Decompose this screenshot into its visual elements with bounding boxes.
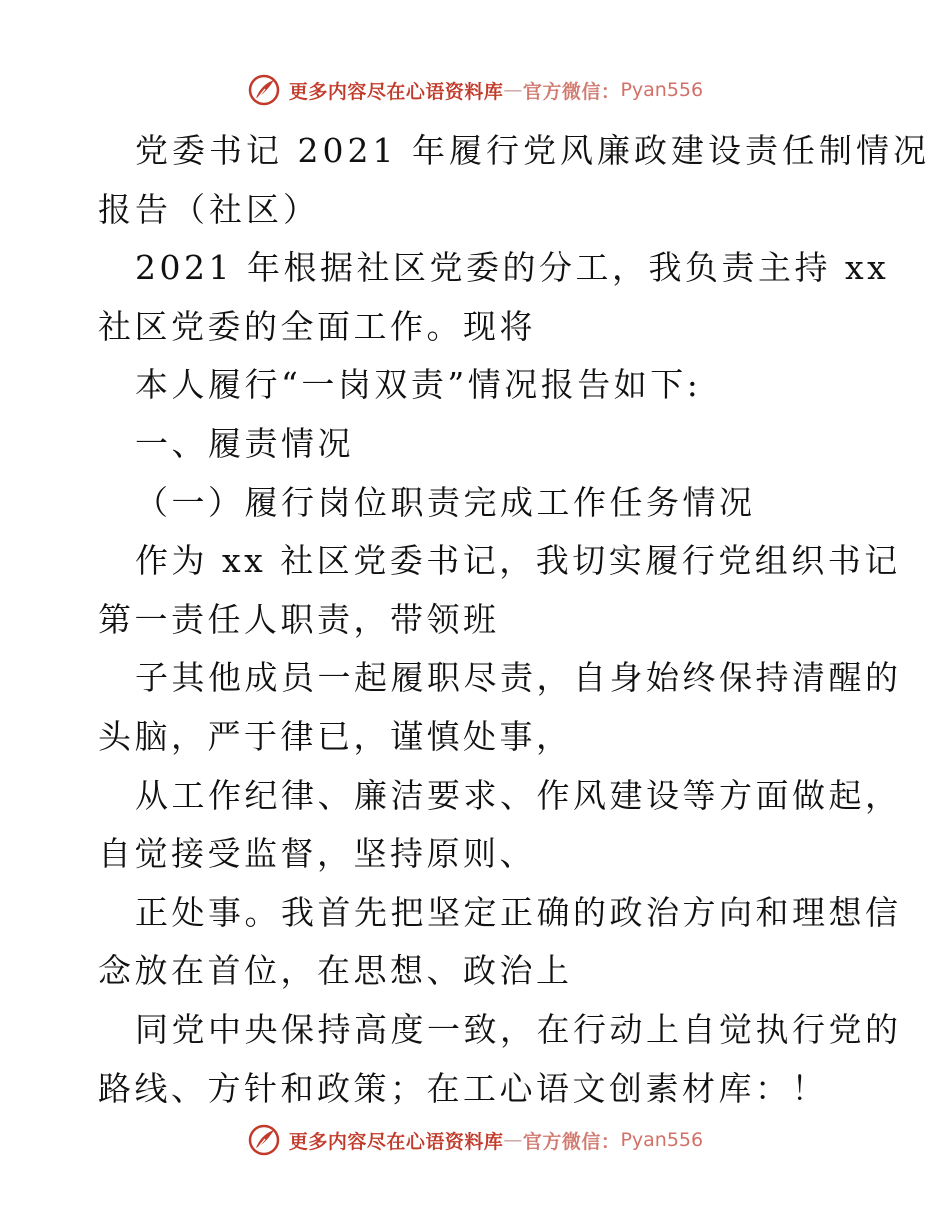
footer-watermark: [0, 1118, 950, 1162]
text-line: 正处事。我首先把坚定正确的政治方向和理想信: [135, 892, 902, 932]
text-line: 2021 年根据社区党委的分工，我负责主持 xx: [135, 248, 890, 288]
text-line: 从工作纪律、廉洁要求、作风建设等方面做起，: [135, 775, 902, 815]
text-line: 一、履责情况: [135, 423, 354, 463]
text-line: （一）履行岗位职责完成工作任务情况: [135, 482, 756, 522]
text-line: 自觉接受监督，坚持原则、: [98, 834, 536, 874]
document-title-line-2: 报告（社区）: [98, 189, 320, 229]
watermark-text: 更多内容尽在心语资料库 — 官方微信： Pyan556: [288, 79, 704, 103]
header-watermark: [0, 68, 950, 112]
paragraph-lines: [98, 239, 902, 1118]
text-line: 念放在首位，在思想、政治上: [98, 951, 573, 991]
feather-quill-logo-icon: [247, 1123, 281, 1157]
text-line: 同党中央保持高度一致，在行动上自觉执行党的: [135, 1009, 902, 1049]
document-title-line-1: 党委书记 2021 年履行党风廉政建设责任制情况: [135, 131, 930, 170]
text-line: 子其他成员一起履职尽责，自身始终保持清醒的: [135, 658, 902, 698]
text-line: 头脑，严于律已，谨慎处事，: [98, 716, 573, 756]
text-line: 本人履行“一岗双责”情况报告如下:: [135, 365, 702, 405]
watermark-text: 更多内容尽在心语资料库 — 官方微信： Pyan556: [288, 1129, 704, 1153]
text-line: 作为 xx 社区党委书记，我切实履行党组织书记: [135, 541, 901, 581]
text-line: 社区党委的全面工作。现将: [98, 306, 536, 346]
text-line: 第一责任人职责，带领班: [98, 599, 500, 639]
text-line: 路线、方针和政策；在工心语文创素材库：！: [98, 1068, 828, 1108]
feather-quill-logo-icon: [247, 73, 281, 107]
document-body: [98, 122, 930, 1118]
